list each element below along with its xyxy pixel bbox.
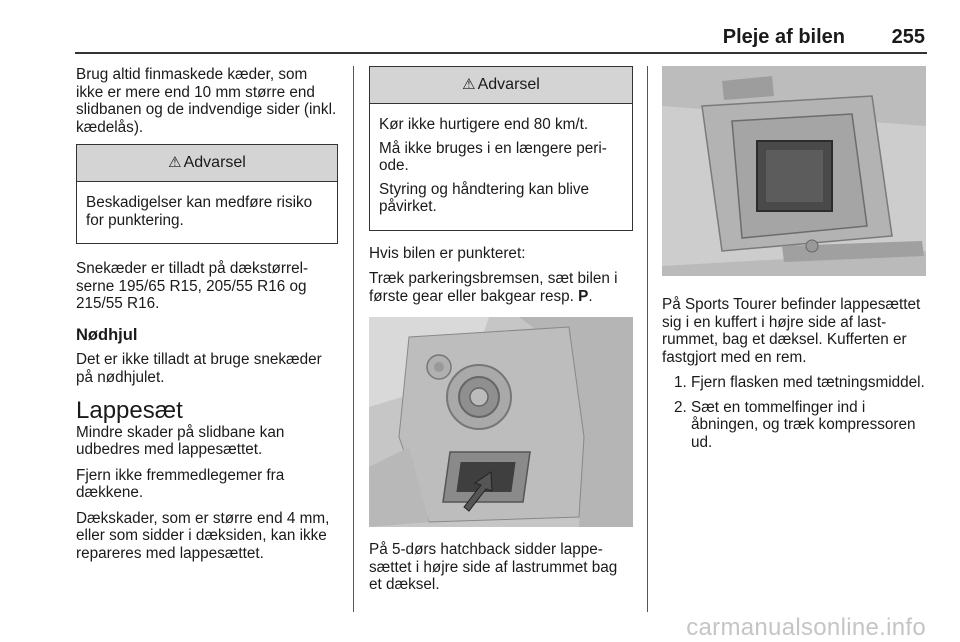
hatchback-trunk-illustration [369,317,633,527]
repair-kit-p2: Fjern ikke fremmedlegemer fra dækkene. [76,466,285,501]
warning-line-3: Styring og håndtering kan blive påvirket. [379,180,590,215]
warning-text: Beskadigelser kan medføre risiko for punktering. [86,194,313,229]
section-title: Pleje af bilen [722,26,845,48]
chain-sizes: Snekæder er tilladt på dækstørrelserne 195/65 R15, 205/55 R16 og 215/55 R16. [76,260,309,312]
warning-title: Advarsel [183,154,246,172]
puncture-instructions: Træk parkeringsbremsen, sæt bilen i første gear eller bakgear resp. P. [369,270,618,305]
column-1 [76,66,338,570]
column-2 [369,66,633,602]
spare-wheel-heading: Nødhjul [76,325,138,344]
warning-line-2: Må ikke bruges i en længere periode. [379,139,607,174]
warning-title: Advarsel [477,76,540,94]
column-3 [662,66,928,458]
sports-tourer-trunk-illustration [662,66,926,276]
list-item: 1. Fjern flasken med tætningsmiddel. [674,374,925,391]
watermark: carmanualsonline.info [686,614,926,641]
page-header [75,26,927,50]
puncture-intro: Hvis bilen er punkteret: [369,244,526,262]
spare-wheel-text: Det er ikke tilladt at bruge snekæder på nødhjulet. [76,351,322,386]
sports-tourer-text: På Sports Tourer befinder lappesættet sig i en kuffert i højre side af lastrummet, bag et dæksel. Kufferten er fastgjort med en rem. [662,296,921,366]
warning-icon: ⚠ [462,76,476,94]
warning-icon: ⚠ [168,154,182,172]
steps-list [674,374,928,451]
repair-kit-p3: Dækskader, som er større end 4 mm, eller som sidder i dæksiden, kan ikke repareres med lappesættet. [76,509,330,562]
column-divider [647,66,648,612]
warning-box [76,144,338,244]
warning-line-1: Kør ikke hurtigere end 80 km/t. [379,116,589,133]
hatchback-caption: På 5-dørs hatchback sidder lappesættet i højre side af lastrummet bag et dæksel. [369,541,618,593]
repair-kit-p1: Mindre skader på slidbane kan udbedres med lappesættet. [76,423,285,458]
chains-intro: Brug altid finmaskede kæder, som ikke er mere end 10 mm større end slidbanen og de indvendige sider (inkl. kædelås). [76,66,337,136]
column-divider [353,66,354,612]
header-rule [75,52,927,54]
list-item: 2. Sæt en tommelfinger ind i åbningen, og træk kompressoren ud. [674,398,916,451]
repair-kit-heading: Lappesæt [76,397,183,424]
page-number: 255 [891,26,925,48]
warning-box [369,66,633,231]
